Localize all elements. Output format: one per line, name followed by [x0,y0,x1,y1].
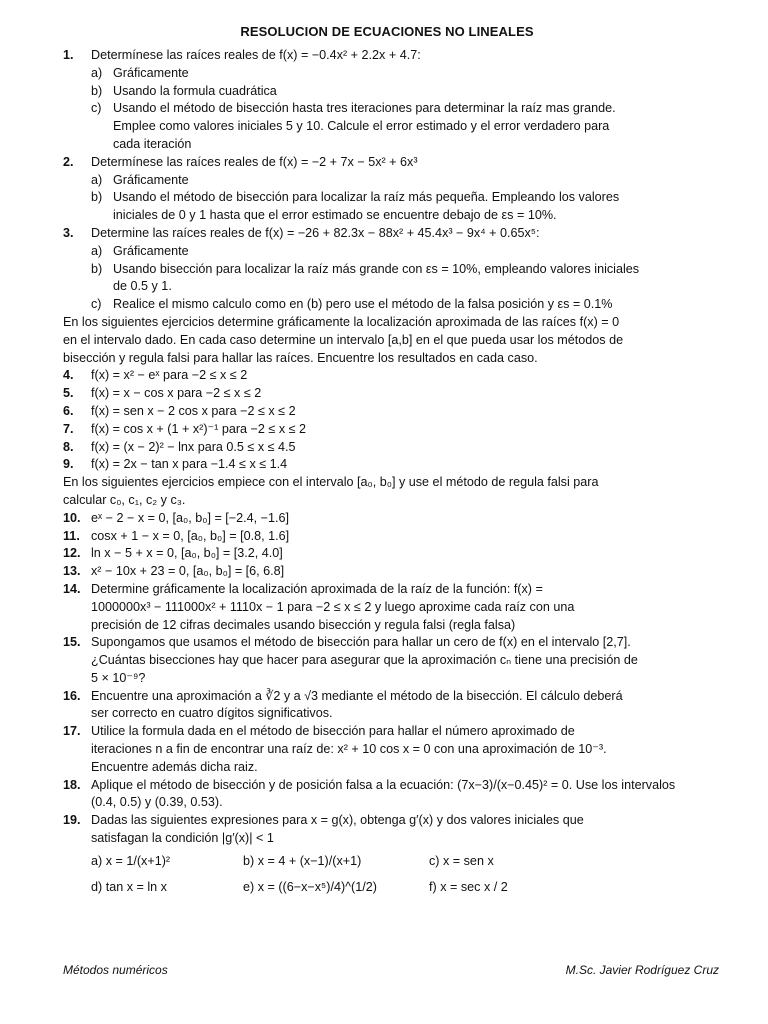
exercise-item [63,581,711,599]
exercise-text: Determine las raíces reales de f(x) = −26 + 82.3x − 88x² + 45.4x³ − 9x⁴ + 0.65x⁵: [91,225,540,240]
exercise-number: 6. [63,403,74,418]
option-c: c) x = sen x [429,853,494,868]
sub-item-text: Usando bisección para localizar la raíz más grande con εs = 10%, empleando valores iniciales [113,261,640,276]
exercise-item [63,225,711,243]
document-page [63,24,711,900]
exercise-text: f(x) = sen x − 2 cos x para −2 ≤ x ≤ 2 [91,403,296,418]
exercise-text: Determínese las raíces reales de f(x) = −2 + 7x − 5x² + 6x³ [91,154,418,169]
exercise-number: 15. [63,635,81,650]
exercise-item [63,545,711,563]
exercise-text: f(x) = cos x + (1 + x²)⁻¹ para −2 ≤ x ≤ 2 [91,421,307,436]
exercise-item [63,723,711,741]
exercise-number: 12. [63,546,81,561]
paragraph-line: En los siguientes ejercicios empiece con el intervalo [a₀, b₀] y use el método de regula falsi para [63,475,599,490]
exercise-number: 11. [63,528,80,543]
exercise-item [63,634,711,652]
exercise-text: x² − 10x + 23 = 0, [a₀, b₀] = [6, 6.8] [91,564,285,579]
exercise-item [63,688,711,706]
exercise-number: 3. [63,225,74,240]
exercise-number: 17. [63,724,81,739]
sub-item-label: b) [91,261,103,276]
sub-item-label: b) [91,190,103,205]
continuation-line: 5 × 10⁻⁹? [91,670,146,685]
exercise-text: cosx + 1 − x = 0, [a₀, b₀] = [0.8, 1.6] [91,528,290,543]
continuation-line: Encuentre además dicha raiz. [91,759,258,774]
sub-item [63,243,711,261]
exercise-text: ln x − 5 + x = 0, [a₀, b₀] = [3.2, 4.0] [91,546,283,561]
exercise-text: f(x) = 2x − tan x para −1.4 ≤ x ≤ 1.4 [91,457,288,472]
exercise-text: Utilice la formula dada en el método de bisección para hallar el número aproximado de [91,724,575,739]
exercise-text: Determínese las raíces reales de f(x) = −0.4x² + 2.2x + 4.7: [91,48,421,62]
exercise-text: f(x) = x − cos x para −2 ≤ x ≤ 2 [91,386,262,401]
footer-course: Métodos numéricos [63,963,168,977]
exercise-item [63,154,711,172]
sub-item [63,172,711,190]
sub-item-label: c) [91,297,102,312]
option-d: d) tan x = ln x [91,879,167,894]
page-title: RESOLUCION DE ECUACIONES NO LINEALES [240,24,534,39]
sub-item [63,100,711,118]
sub-item [63,83,711,101]
paragraph-line: en el intervalo dado. En cada caso determine un intervalo [a,b] en el que pueda usar los métodos de [63,332,624,347]
exercise-text: Supongamos que usamos el método de bisección para hallar un cero de f(x) en el intervalo [2,7]. [91,635,631,650]
continuation-line: (0.4, 0.5) y (0.39, 0.53). [91,795,223,810]
exercise-item [63,510,711,528]
exercise-text: f(x) = x² − eˣ para −2 ≤ x ≤ 2 [91,368,248,383]
sub-item-label: a) [91,243,103,258]
exercise-number: 10. [63,510,81,525]
continuation-line: iteraciones n a fin de encontrar una raíz de: x² + 10 cos x = 0 con una aproximación de 10⁻³. [91,742,607,757]
sub-item-label: a) [91,65,103,80]
exercise-item [63,47,711,65]
exercise-number: 8. [63,439,74,454]
continuation-line: precisión de 12 cifras decimales usando bisección y regula falsi (regla falsa) [91,617,516,632]
continuation-line: 1000000x³ − 111000x² + 1110x − 1 para −2 ≤ x ≤ 2 y luego aproxime cada raíz con una [91,599,575,614]
continuation-line: ¿Cuántas bisecciones hay que hacer para asegurar que la aproximación cₙ tiene una precisión de [91,653,638,668]
sub-item-text: Gráficamente [113,243,189,258]
exercise-number: 7. [63,421,74,436]
paragraph-line: En los siguientes ejercicios determine gráficamente la localización aproximada de las raíces f(x) = 0 [63,314,620,329]
exercise-number: 1. [63,48,74,62]
sub-item-text: Usando el método de bisección hasta tres iteraciones para determinar la raíz mas grande. [113,101,616,116]
continuation-line: Emplee como valores iniciales 5 y 10. Calcule el error estimado y el error verdadero para [113,119,610,134]
sub-item-label: a) [91,172,103,187]
exercise-text: Encuentre una aproximación a ∛2 y a √3 mediante el método de la bisección. El cálculo deberá [91,688,623,703]
exercise-list [63,47,711,848]
exercise-number: 4. [63,368,74,383]
sub-item-label: c) [91,101,102,116]
continuation-line: iniciales de 0 y 1 hasta que el error estimado se encuentre debajo de εs = 10%. [113,208,557,223]
exercise-number: 9. [63,457,74,472]
exercise-text: Determine gráficamente la localización aproximada de la raíz de la función: f(x) = [91,581,543,596]
sub-item-text: Realice el mismo calculo como en (b) pero use el método de la falsa posición y εs = 0.1% [113,297,613,312]
exercise-number: 13. [63,564,81,579]
exercise-number: 2. [63,154,74,169]
sub-item-text: Usando la formula cuadrática [113,83,277,98]
footer-author: M.Sc. Javier Rodríguez Cruz [565,963,719,977]
continuation-line: cada iteración [113,136,192,151]
sub-item [63,189,711,207]
options-row-2 [63,874,711,900]
exercise-item [63,385,711,403]
continuation-line: de 0.5 y 1. [113,279,172,294]
option-e: e) x = ((6−x−x⁵)/4)^(1/2) [243,879,377,894]
continuation-line: ser correcto en cuatro dígitos significativos. [91,706,333,721]
option-b: b) x = 4 + (x−1)/(x+1) [243,853,362,868]
paragraph-line: calcular c₀, c₁, c₂ y c₃. [63,492,186,507]
sub-item-text: Gráficamente [113,65,189,80]
exercise-item [63,456,711,474]
exercise-number: 18. [63,777,81,792]
exercise-item [63,439,711,457]
exercise-number: 16. [63,688,81,703]
sub-item-text: Gráficamente [113,172,189,187]
exercise-item [63,367,711,385]
exercise-text: f(x) = (x − 2)² − lnx para 0.5 ≤ x ≤ 4.5 [91,439,296,454]
sub-item [63,296,711,314]
exercise-number: 5. [63,386,74,401]
exercise-text: Aplique el método de bisección y de posición falsa a la ecuación: (7x−3)/(x−0.45)² = 0. Use los intervalos [91,777,676,792]
exercise-number: 14. [63,581,81,596]
sub-item-label: b) [91,83,103,98]
exercise-number: 19. [63,813,81,828]
exercise-item [63,528,711,546]
exercise-item [63,421,711,439]
paragraph-line: bisección y regula falsi para hallar las raíces. Encuentre los resultados en cada caso. [63,350,538,365]
sub-item-text: Usando el método de bisección para localizar la raíz más pequeña. Empleando los valores [113,190,620,205]
exercise-item [63,563,711,581]
sub-item [63,65,711,83]
exercise-text: Dadas las siguientes expresiones para x = g(x), obtenga g′(x) y dos valores iniciales que [91,813,584,828]
option-a: a) x = 1/(x+1)² [91,853,171,868]
exercise-item [63,812,711,830]
page-footer [63,963,719,977]
exercise-item [63,777,711,795]
exercise-text: eˣ − 2 − x = 0, [a₀, b₀] = [−2.4, −1.6] [91,510,290,525]
sub-item [63,261,711,279]
exercise-item [63,403,711,421]
continuation-line: satisfagan la condición |g′(x)| < 1 [91,831,274,846]
options-row-1 [63,848,711,874]
option-f: f) x = sec x / 2 [429,879,508,894]
